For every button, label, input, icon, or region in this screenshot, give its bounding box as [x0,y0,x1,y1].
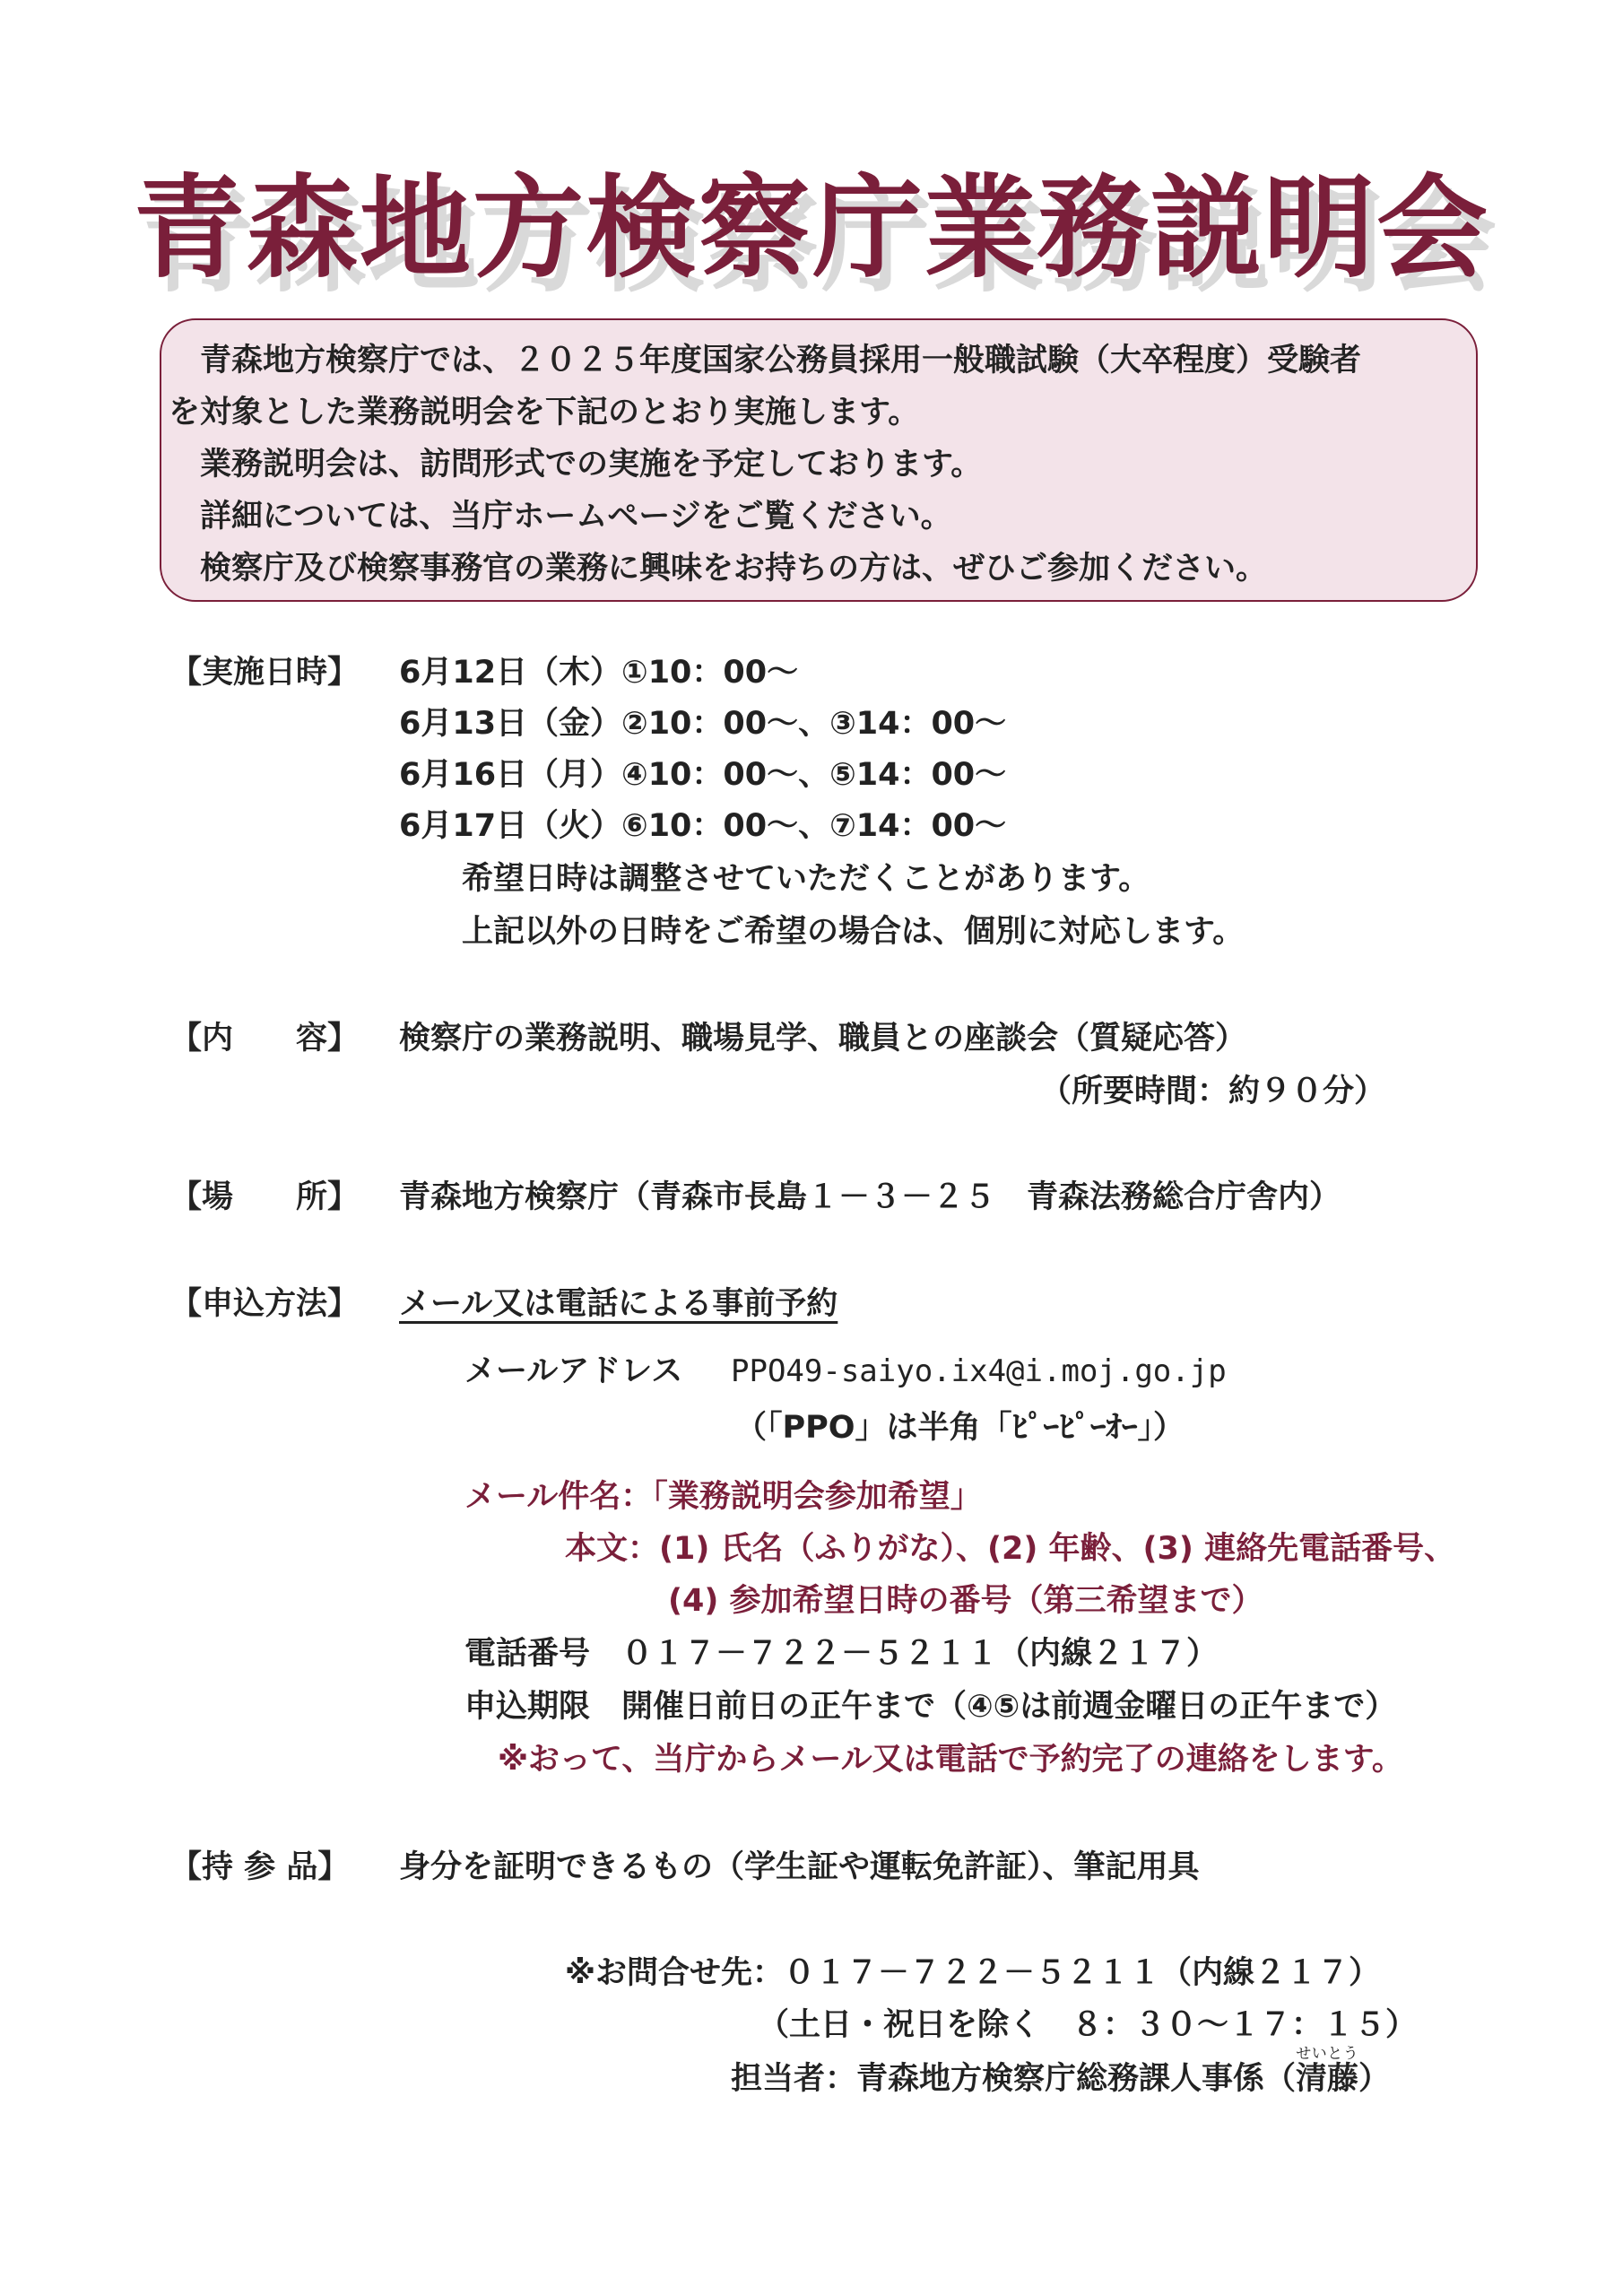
contact-person-name [1296,2045,1359,2097]
apply-deadline: 申込期限 開催日前日の正午まで（④⑤は前週金曜日の正午まで） [464,1689,1397,1725]
contact-phone: ※お問合せ先：０１７－７２２－５２１１（内線２１７） [565,1955,1381,1991]
mail-note: （「PPO」は半角「ﾋﾟｰﾋﾟｰｵｰ」） [735,1410,1185,1446]
confirm-note: ※おって、当庁からメール又は電話で予約完了の連絡をします。 [498,1742,1403,1778]
person-name-ruby: せいとう [1296,2045,1359,2063]
contact-person [731,2045,1390,2110]
place-text: 青森地方検察庁（青森市長島１－３－２５ 青森法務総合庁舎内） [399,1179,1341,1215]
apply-method: メール又は電話による事前予約 [399,1286,838,1322]
place-label: 【場 所】 [170,1179,360,1215]
contact-hours: （土日・祝日を除く ８：３０～１７：１５） [758,2007,1418,2043]
schedule-date: 6月13日（金）②10：00～、③14：00～ [399,706,1007,742]
bring-text: 身分を証明できるもの（学生証や運転免許証）、筆記用具 [399,1849,1200,1885]
schedule-date: 6月16日（月）④10：00～、⑤14：00～ [399,757,1007,793]
mail-label: メールアドレス [464,1353,683,1389]
person-name-text: 清藤 [1296,2061,1359,2097]
title-area [0,152,1623,305]
bring-label: 【持 参 品】 [170,1849,350,1885]
content-label: 【内 容】 [170,1021,360,1057]
mail-body-line: (4) 参加希望日時の番号（第三希望まで） [668,1583,1263,1619]
phone-number: 電話番号 ０１７－７２２－５２１１（内線２１７） [464,1636,1219,1672]
contact-person-prefix: 担当者：青森地方検察庁総務課人事係（ [731,2061,1297,2097]
schedule-note: 上記以外の日時をご希望の場合は、個別に対応します。 [462,914,1245,950]
schedule-date: 6月17日（火）⑥10：00～、⑦14：00～ [399,808,1007,844]
intro-line: を対象とした業務説明会を下記のとおり実施します。 [169,395,920,430]
intro-box [160,318,1478,602]
schedule-label: 【実施日時】 [170,655,360,691]
schedule-note: 希望日時は調整させていただくことがあります。 [462,861,1150,897]
contact-person-suffix: ） [1358,2061,1391,2097]
content-text: 検察庁の業務説明、職場見学、職員との座談会（質疑応答） [399,1021,1247,1057]
schedule-date: 6月12日（木）①10：00～ [399,655,799,691]
intro-line: 詳細については、当庁ホームページをご覧ください。 [169,499,952,535]
intro-line: 検察庁及び検察事務官の業務に興味をお持ちの方は、ぜひご参加ください。 [169,551,1268,587]
mail-body-line: 本文：(1) 氏名（ふりがな）、(2) 年齢、(3) 連絡先電話番号、 [565,1531,1456,1567]
intro-line: 青森地方検察庁では、２０２５年度国家公務員採用一般職試験（大卒程度）受験者 [169,343,1362,378]
intro-line: 業務説明会は、訪問形式での実施を予定しております。 [169,447,983,483]
page-title: 青森地方検察庁業務説明会 [133,164,1489,293]
mail-address[interactable]: PPO49-saiyo.ix4@i.moj.go.jp [731,1353,1227,1389]
apply-label: 【申込方法】 [170,1286,360,1322]
content-duration: （所要時間：約９０分） [1040,1074,1386,1109]
mail-subject: メール件名：「業務説明会参加希望」 [464,1479,982,1515]
